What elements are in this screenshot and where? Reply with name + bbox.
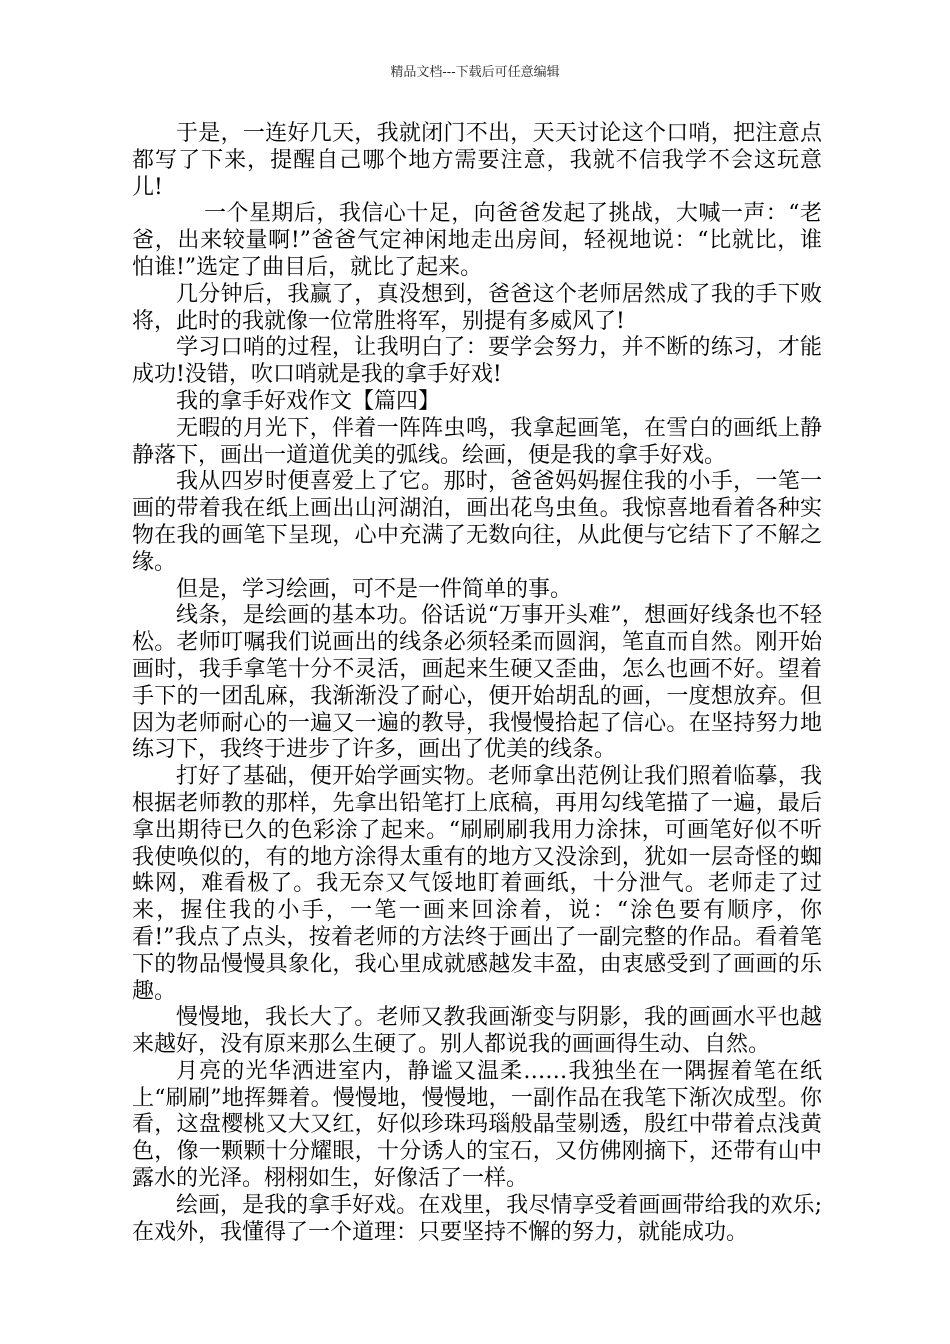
paragraph: 无暇的月光下，伴着一阵阵虫鸣，我拿起画笔，在雪白的画纸上静静落下，画出一道道优美的弧线。绘画，便是我的拿手好戏。 [132, 415, 822, 468]
document-body [132, 121, 822, 1246]
paragraph: 线条，是绘画的基本功。俗话说“万事开头难”，想画好线条也不轻松。老师叮嘱我们说画出的线条必须轻柔而圆润，笔直而自然。刚开始画时，我手拿笔十分不灵活，画起来生硬又歪曲，怎么也画不好。望着手下的一团乱麻，我渐渐没了耐心，便开始胡乱的画，一度想放弃。但因为老师耐心的一遍又一遍的教导，我慢慢拾起了信心。在坚持努力地练习下，我终于进步了许多，画出了优美的线条。 [132, 603, 822, 763]
page-header: 精品文档---下载后可任意编辑 [390, 65, 560, 80]
paragraph: 绘画，是我的拿手好戏。在戏里，我尽情享受着画画带给我的欢乐;在戏外，我懂得了一个道理：只要坚持不懈的努力，就能成功。 [132, 1192, 822, 1245]
paragraph: 打好了基础，便开始学画实物。老师拿出范例让我们照着临摹，我根据老师教的那样，先拿出铅笔打上底稿，再用勾线笔描了一遍，最后拿出期待已久的色彩涂了起来。“刷刷刷我用力涂抹，可画笔好似不听我使唤似的，有的地方涂得太重有的地方又没涂到，犹如一层奇怪的蜘蛛网，难看极了。我无奈又气馁地盯着画纸，十分泄气。老师走了过来，握住我的小手，一笔一画来回涂着，说：“涂色要有顺序，你看!”我点了点头，按着老师的方法终于画出了一副完整的作品。看着笔下的物品慢慢具象化，我心里成就感越发丰盈，由衷感受到了画画的乐趣。 [132, 764, 822, 1004]
paragraph: 慢慢地，我长大了。老师又教我画渐变与阴影，我的画画水平也越来越好，没有原来那么生硬了。别人都说我的画画得生动、自然。 [132, 1005, 822, 1058]
section-title: 我的拿手好戏作文【篇四】 [176, 388, 441, 414]
paragraph: 我从四岁时便喜爱上了它。那时，爸爸妈妈握住我的小手，一笔一画的带着我在纸上画出山河湖泊，画出花鸟虫鱼。我惊喜地看着各种实物在我的画笔下呈现，心中充满了无数向往，从此便与它结下了不解之缘。 [132, 469, 822, 575]
paragraph: 几分钟后，我赢了，真没想到，爸爸这个老师居然成了我的手下败将，此时的我就像一位常胜将军，别提有多威风了! [132, 281, 822, 334]
paragraph: 于是，一连好几天，我就闭门不出，天天讨论这个口哨，把注意点都写了下来，提醒自己哪个地方需要注意，我就不信我学不会这玩意儿! [132, 121, 822, 200]
paragraph: 月亮的光华洒进室内，静谧又温柔……我独坐在一隅握着笔在纸上“刷刷”地挥舞着。慢慢地，慢慢地，一副作品在我笔下渐次成型。你看，这盘樱桃又大又红，好似珍珠玛瑙般晶莹剔透，殷红中带着点浅黄色，像一颗颗十分耀眼，十分诱人的宝石，又仿佛刚摘下，还带有山中露水的光泽。栩栩如生，好像活了一样。 [132, 1058, 822, 1192]
paragraph: 学习口哨的过程，让我明白了：要学会努力，并不断的练习，才能成功!没错，吹口哨就是我的拿手好戏! [132, 335, 822, 388]
paragraph: 但是，学习绘画，可不是一件简单的事。 [176, 576, 573, 602]
paragraph: 一个星期后，我信心十足，向爸爸发起了挑战，大喊一声：“老爸，出来较量啊!”爸爸气定神闲地走出房间，轻视地说：“比就比，谁怕谁!”选定了曲目后，就比了起来。 [132, 201, 822, 280]
